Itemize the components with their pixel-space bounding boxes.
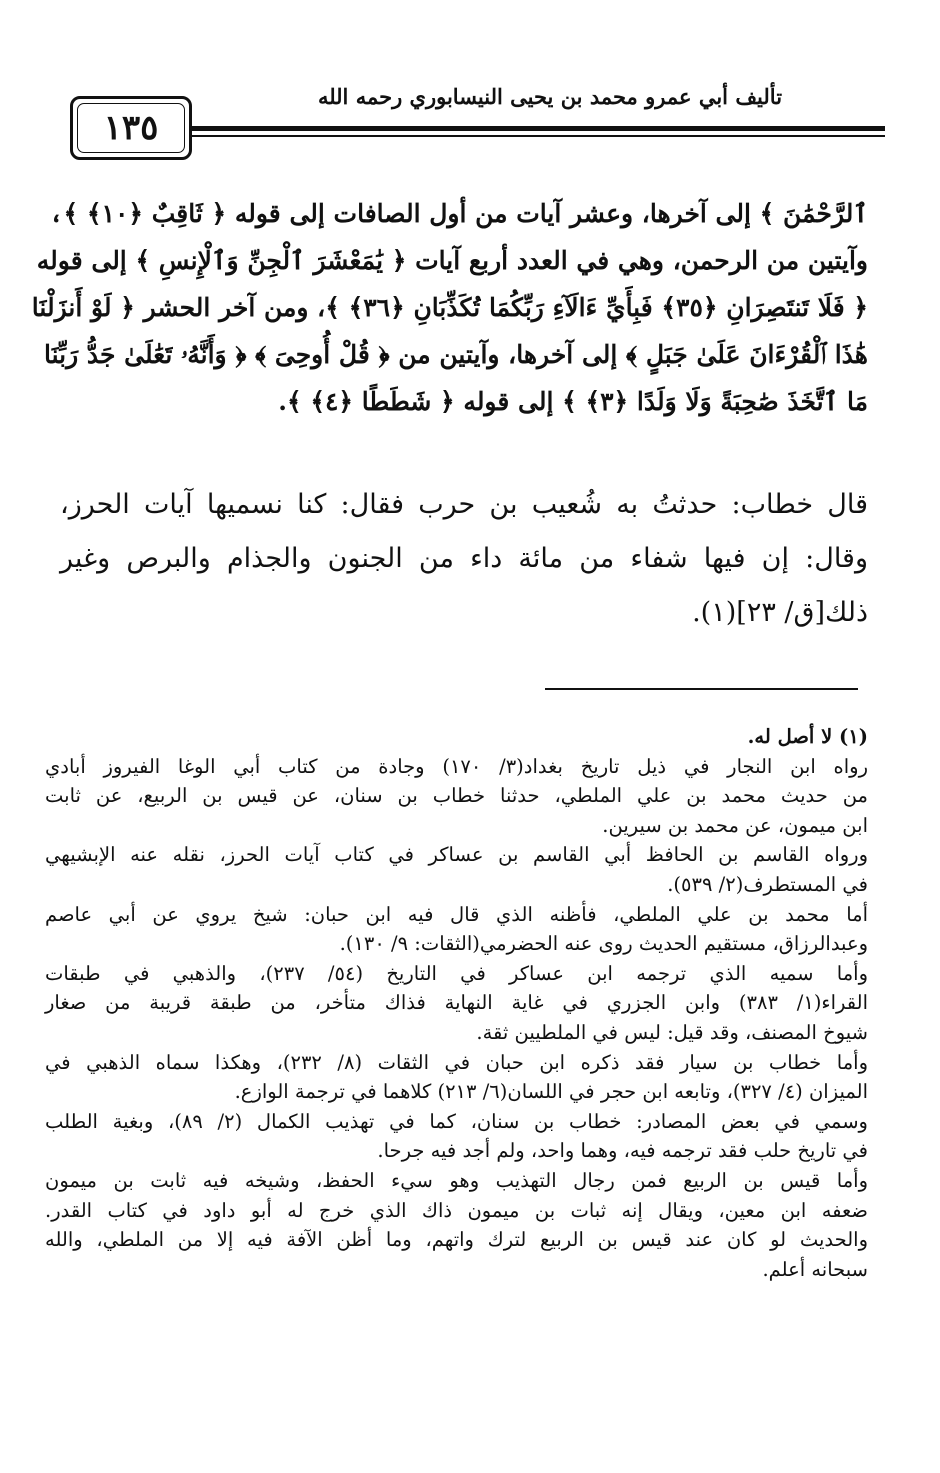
footnote-line: من حديث محمد بن علي الملطي، حدثنا خطاب بن سنان، عن قيس بن الربيع، عن ثابت xyxy=(45,784,868,808)
footnote-line: في تاريخ حلب فقد ترجمه فيه، وهما واحد، ولم أجد فيه جرحا. xyxy=(377,1139,868,1163)
footnote-line: والحديث لو كان عند قيس بن الربيع لترك واتهم، وما أظن الآفة فيه إلا من الملطي، والله xyxy=(45,1228,868,1252)
footnote-line: أما محمد بن علي الملطي، فأظنه الذي قال فيه ابن حبان: شيخ يروي عن أبي عاصم xyxy=(45,902,868,926)
footnote-line: رواه ابن النجار في ذيل تاريخ بغداد(٣/ ١٧٠) وجادة من كتاب أبي الوغا الفيروز أبادي xyxy=(45,754,868,778)
main-text-block xyxy=(31,190,868,425)
header-rule-thin xyxy=(190,135,885,137)
footnote-line: وأما سميه الذي ترجمه ابن عساكر في التاريخ (٥٤/ ٢٣٧)، والذهبي في طبقات xyxy=(45,961,868,985)
footnote-line: وأما قيس بن الربيع فمن رجال التهذيب وهو سيء الحفظ، وشيخه فيه ثابت بن ميمون xyxy=(45,1168,868,1192)
footnote-line: سبحانه أعلم. xyxy=(762,1257,868,1281)
main-line: وآيتين من الرحمن، وهي في العدد أربع آيات ﴿ يَٰمَعْشَرَ ٱلْجِنِّ وَٱلْإِنسِ ﴾ إلى قوله xyxy=(36,246,868,275)
main-line: هَٰذَا ٱلْقُرْءَانَ عَلَىٰ جَبَلٍ ﴾ إلى آخرها، وآيتين من ﴿ قُلْ أُوحِىَ ﴾ ﴿ وَأَنَّهُۥ تَعَٰلَىٰ جَدُّ رَبِّنَا xyxy=(43,340,868,369)
footnote-marker-line: (١) لا أصل له. xyxy=(747,725,868,748)
footnote-line: القراء(١/ ٣٨٣) وابن الجزري في غاية النهاية فذاك متأخر، من طبقة قريبة من صغار xyxy=(45,991,868,1015)
narration-line: قال خطاب: حدثتُ به شُعيب بن حرب فقال: كنا نسميها آيات الحرز، xyxy=(60,489,868,520)
page-header xyxy=(60,78,870,168)
footnote-separator xyxy=(545,688,858,690)
footnote-line: ضعفه ابن معين، ويقال إنه ثبات بن ميمون ذاك الذي خرج له أبو داود في كتاب القدر. xyxy=(45,1198,868,1222)
main-line: ﴿ فَلَا تَنتَصِرَانِ ﴿٣٥﴾ فَبِأَيِّ ءَالَآءِ رَبِّكُمَا تُكَذِّبَانِ ﴿٣٦﴾ ﴾، ومن آخر الحشر ﴿ لَوْ أَنزَلْنَا xyxy=(31,293,868,322)
main-line: مَا ٱتَّخَذَ صَٰحِبَةً وَلَا وَلَدًا ﴿٣﴾ ﴾ إلى قوله ﴿ شَطَطًا ﴿٤﴾ ﴾. xyxy=(278,387,868,416)
footnote-line: شيوخ المصنف، وقد قيل: ليس في الملطيين ثقة. xyxy=(476,1020,868,1044)
footnote-line: الميزان (٤/ ٣٢٧)، وتابعه ابن حجر في اللسان(٦/ ٢١٣) كلاهما في ترجمة الوازع. xyxy=(234,1080,868,1104)
narration-line: ذلك[ق/ ٢٣](١). xyxy=(692,597,868,628)
footnote-line: في المستطرف(٢/ ٥٣٩). xyxy=(667,872,868,896)
page-number-text: ١٣٥ xyxy=(103,108,159,148)
main-line: ٱلرَّحْمَٰنَ ﴾ إلى آخرها، وعشر آيات من أول الصافات إلى قوله ﴿ ثَاقِبٌ ﴿١٠﴾ ﴾، xyxy=(48,199,868,228)
footnote-line: وأما خطاب بن سيار فقد ذكره ابن حبان في الثقات (٨/ ٢٣٢)، وهكذا سماه الذهبي في xyxy=(45,1050,868,1074)
footnote-line: وسمي في بعض المصادر: خطاب بن سنان، كما في تهذيب الكمال (٢/ ٨٩)، وبغية الطلب xyxy=(45,1109,868,1133)
page-number xyxy=(70,96,192,160)
footnote-line: ابن ميمون، عن محمد بن سيرين. xyxy=(602,813,868,837)
narration-line: وقال: إن فيها شفاء من مائة داء من الجنون والجذام والبرص وغير xyxy=(60,543,868,574)
footnote-line: وعبدالرزاق، مستقيم الحديث روى عنه الحضرمي(الثقات: ٩/ ١٣٠). xyxy=(339,932,868,956)
footnote-line: ورواه القاسم بن الحافظ أبي القاسم بن عساكر في كتاب آيات الحرز، نقله عنه الإبشيهي xyxy=(45,843,868,867)
header-rule-thick xyxy=(190,126,885,131)
running-header-title: تأليف أبي عمرو محمد بن يحيى النيسابوري رحمه الله xyxy=(317,84,783,109)
footnotes-block xyxy=(45,722,868,1284)
narration-paragraph xyxy=(60,478,868,640)
